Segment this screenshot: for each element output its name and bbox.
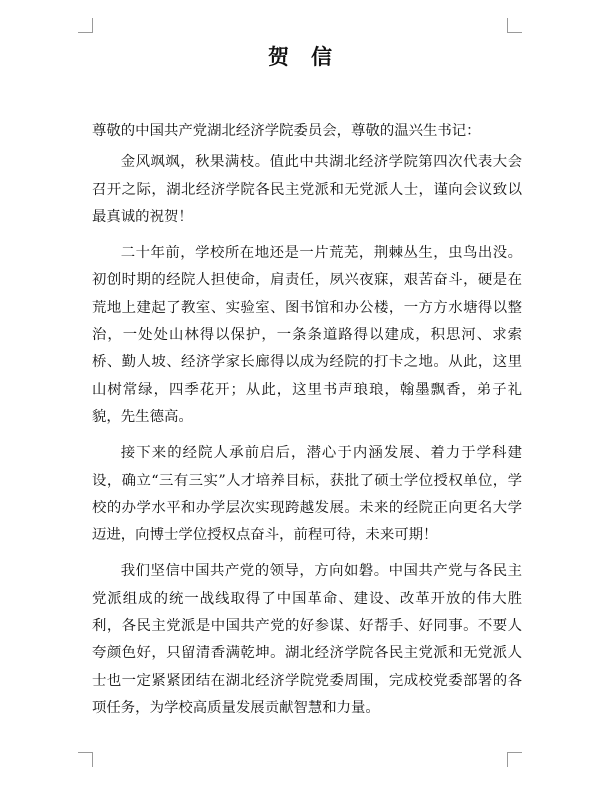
paragraph-4: 我们坚信中国共产党的领导，方向如磐。中国共产党与各民主党派组成的统一战线取得了中国革命、建设、改革开放的伟大胜利，各民主党派是中国共产党的好参谋、好帮手、好同事。不要人夸颜色好，只留清香满乾坤。湖北经济学院各民主党派和无党派人士也一定紧紧团结在湖北经济学院党委周围，完成校党委部署的各项任务，为学校高质量发展贡献智慧和力量。 (92, 563, 522, 716)
paragraph-2: 二十年前，学校所在地还是一片荒芜，荆棘丛生，虫鸟出没。初创时期的经院人担使命，肩责任，夙兴夜寐，艰苦奋斗，硬是在荒地上建起了教室、实验室、图书馆和办公楼，一方方水塘得以整治，一处处山林得以保护，一条条道路得以建成，积思河、求索桥、勤人坡、经济学家长廊得以成为经院的打卡之地。从此，这里山树常绿，四季花开；从此，这里书声琅琅，翰墨飘香，弟子礼貌，先生德高。 (92, 245, 522, 425)
margin-corner-mark-top-left (78, 18, 93, 33)
margin-corner-mark-bottom-left (78, 752, 93, 767)
paragraph-3: 接下来的经院人承前启后，潜心于内涵发展、着力于学科建设，确立“三有三实”人才培养目标，获批了硕士学位授权单位，学校的办学水平和办学层次实现跨越发展。未来的经院正向更名大学迈进，向博士学位授权点奋斗，前程可待，未来可期！ (92, 445, 522, 544)
paragraph-1: 金风飒飒，秋果满枝。值此中共湖北经济学院第四次代表大会召开之际，湖北经济学院各民主党派和无党派人士，谨向会议致以最真诚的祝贺！ (92, 154, 522, 225)
salutation: 尊敬的中国共产党湖北经济学院委员会，尊敬的温兴生书记： (92, 123, 481, 139)
margin-corner-mark-top-right (507, 18, 522, 33)
letter-body (92, 118, 522, 731)
document-title: 贺信 (268, 44, 354, 69)
margin-corner-mark-bottom-right (507, 752, 522, 767)
